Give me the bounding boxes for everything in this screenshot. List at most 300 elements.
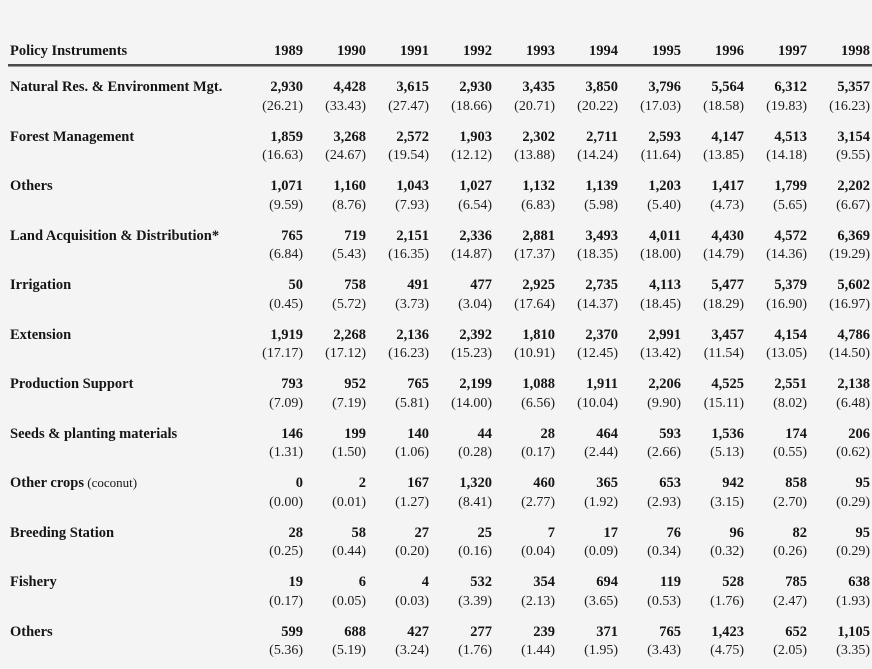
table-row (8, 411, 872, 442)
column-header-year-1990: 1990 (337, 43, 366, 59)
row-label (8, 163, 242, 194)
row-label-spacer (8, 144, 242, 163)
row-label-spacer (8, 540, 242, 559)
cell-value-1989: 19 (288, 574, 303, 590)
cell-value-1991: 491 (407, 277, 429, 293)
cell-value-1994: 1,139 (585, 178, 618, 194)
cell-percent-1989: (9.59) (269, 197, 303, 213)
cell-percent-1992: (1.76) (458, 643, 492, 658)
cell-percent-1996: (4.75) (710, 643, 744, 658)
cell-percent-1996: (13.85) (703, 148, 744, 163)
cell-percent-1995: (9.90) (647, 395, 681, 411)
cell-percent-1998: (9.55) (836, 148, 870, 163)
row-label-spacer (8, 392, 242, 411)
cell-value-1998: 2,138 (837, 376, 870, 392)
cell-percent-1994: (3.65) (584, 593, 618, 609)
cell-percent-1993: (6.56) (521, 395, 555, 411)
cell-value-1996: 5,477 (711, 277, 744, 293)
cell-value-1995: 4,011 (649, 227, 681, 244)
row-label-text: Others (10, 623, 53, 640)
table-row (8, 70, 872, 95)
cell-value-1993: 2,925 (522, 277, 555, 293)
cell-value-1996: 1,423 (711, 623, 744, 640)
cell-percent-1992: (0.16) (458, 544, 492, 559)
cell-value-1994: 2,711 (586, 128, 618, 145)
cell-percent-1990: (0.44) (332, 544, 366, 559)
cell-value-1989: 599 (281, 623, 303, 640)
cell-value-1994: 365 (596, 475, 618, 491)
table-row (8, 559, 872, 590)
cell-percent-1991: (5.81) (395, 395, 429, 411)
cell-percent-1991: (0.20) (395, 544, 429, 559)
cell-value-1991: 1,043 (396, 178, 429, 194)
cell-percent-1989: (5.36) (269, 643, 303, 658)
cell-percent-1996: (4.73) (710, 197, 744, 213)
cell-percent-1998: (0.29) (836, 494, 870, 510)
cell-percent-1997: (2.47) (773, 593, 807, 609)
column-header-year-1996: 1996 (715, 43, 744, 59)
cell-percent-1993: (0.04) (521, 544, 555, 559)
cell-value-1989: 28 (288, 524, 303, 541)
table-row-percent (8, 491, 872, 510)
cell-percent-1998: (3.35) (836, 643, 870, 658)
cell-value-1995: 2,206 (648, 376, 681, 392)
column-header-year-1995: 1995 (652, 43, 681, 59)
cell-percent-1993: (2.77) (521, 494, 555, 510)
cell-percent-1995: (2.66) (647, 445, 681, 460)
cell-value-1989: 50 (288, 277, 303, 293)
table-row-percent (8, 441, 872, 460)
cell-value-1995: 119 (660, 574, 681, 590)
cell-value-1992: 25 (477, 524, 492, 541)
cell-value-1990: 952 (344, 376, 366, 392)
cell-percent-1995: (3.43) (647, 643, 681, 658)
header-rule-row (8, 60, 872, 70)
cell-value-1992: 2,199 (459, 376, 492, 392)
cell-value-1997: 4,513 (774, 128, 807, 145)
cell-percent-1992: (6.54) (458, 197, 492, 213)
cell-value-1993: 1,810 (522, 326, 555, 343)
cell-value-1994: 464 (596, 425, 618, 442)
cell-value-1997: 4,572 (774, 227, 807, 244)
cell-percent-1990: (17.12) (325, 346, 366, 361)
cell-value-1991: 167 (407, 475, 429, 491)
row-label (8, 510, 242, 541)
row-label-spacer (8, 342, 242, 361)
cell-percent-1994: (2.44) (584, 445, 618, 460)
cell-percent-1995: (2.93) (647, 494, 681, 510)
cell-value-1997: 785 (785, 574, 807, 590)
cell-value-1990: 1,160 (333, 178, 366, 194)
cell-percent-1991: (7.93) (395, 197, 429, 213)
cell-value-1998: 206 (848, 425, 870, 442)
cell-value-1996: 4,430 (711, 227, 744, 244)
cell-value-1990: 688 (344, 623, 366, 640)
cell-percent-1991: (0.03) (395, 593, 429, 609)
cell-percent-1994: (18.35) (577, 247, 618, 262)
row-label-text: Natural Res. & Environment Mgt. (10, 79, 223, 95)
cell-percent-1990: (5.43) (332, 247, 366, 262)
cell-percent-1997: (0.26) (773, 544, 807, 559)
cell-value-1997: 4,154 (774, 326, 807, 343)
column-header-year-1993: 1993 (526, 43, 555, 59)
cell-value-1996: 5,564 (711, 79, 744, 95)
column-header-year-1991: 1991 (400, 43, 429, 59)
column-header-policy-instruments: Policy Instruments (10, 43, 128, 59)
cell-percent-1991: (1.06) (395, 445, 429, 460)
cell-percent-1992: (8.41) (458, 494, 492, 510)
row-label (8, 70, 242, 95)
cell-value-1992: 2,336 (459, 227, 492, 244)
cell-percent-1997: (2.70) (773, 494, 807, 510)
row-label-text: Seeds & planting materials (10, 425, 178, 442)
cell-percent-1996: (5.13) (710, 445, 744, 460)
cell-percent-1991: (27.47) (388, 98, 429, 114)
cell-percent-1992: (12.12) (451, 148, 492, 163)
cell-value-1990: 719 (344, 227, 366, 244)
cell-value-1990: 6 (358, 574, 366, 590)
row-label-spacer (8, 95, 242, 114)
table-body (8, 70, 872, 658)
cell-value-1992: 1,320 (459, 475, 492, 491)
table-row-percent (8, 144, 872, 163)
cell-value-1992: 2,930 (459, 79, 492, 95)
cell-value-1991: 27 (414, 524, 429, 541)
row-label (8, 411, 242, 442)
cell-percent-1994: (14.24) (577, 148, 618, 163)
cell-percent-1994: (14.37) (577, 296, 618, 312)
cell-value-1996: 1,417 (711, 178, 744, 194)
table-row (8, 312, 872, 343)
cell-value-1995: 3,796 (648, 79, 681, 95)
cell-percent-1992: (3.39) (458, 593, 492, 609)
cell-percent-1996: (15.11) (703, 395, 744, 411)
cell-percent-1990: (1.50) (332, 445, 366, 460)
row-label-text: Fishery (10, 574, 57, 590)
cell-percent-1998: (0.29) (836, 544, 870, 559)
cell-percent-1993: (2.13) (521, 593, 555, 609)
row-label-spacer (8, 441, 242, 460)
cell-value-1991: 765 (407, 376, 429, 392)
row-label (8, 213, 242, 244)
cell-value-1997: 5,379 (774, 277, 807, 293)
cell-percent-1998: (19.29) (829, 247, 870, 262)
cell-value-1998: 638 (848, 574, 870, 590)
cell-value-1992: 44 (477, 425, 492, 442)
cell-value-1990: 2,268 (333, 326, 366, 343)
cell-percent-1991: (1.27) (395, 494, 429, 510)
cell-value-1992: 1,903 (459, 128, 492, 145)
cell-percent-1991: (3.24) (395, 643, 429, 658)
cell-percent-1989: (26.21) (262, 98, 303, 114)
cell-percent-1991: (19.54) (388, 148, 429, 163)
cell-value-1995: 76 (666, 524, 681, 541)
row-label-text: Other crops (10, 475, 84, 491)
cell-percent-1995: (0.34) (647, 544, 681, 559)
row-label-qualifier: (coconut) (83, 475, 138, 490)
cell-percent-1992: (14.00) (451, 395, 492, 411)
cell-percent-1993: (0.17) (521, 445, 555, 460)
column-header-year-1994: 1994 (589, 43, 618, 59)
row-label (8, 312, 242, 343)
column-header-year-1992: 1992 (463, 43, 492, 59)
cell-percent-1993: (17.64) (514, 296, 555, 312)
row-label-text: Breeding Station (10, 524, 115, 541)
cell-value-1996: 3,457 (711, 326, 744, 343)
cell-percent-1997: (0.55) (773, 445, 807, 460)
cell-value-1991: 140 (407, 425, 429, 442)
cell-value-1996: 96 (729, 524, 744, 541)
cell-value-1996: 942 (722, 475, 744, 491)
cell-percent-1994: (20.22) (577, 98, 618, 114)
column-header-year-1997: 1997 (778, 43, 807, 59)
cell-percent-1998: (1.93) (836, 593, 870, 609)
cell-percent-1994: (1.92) (584, 494, 618, 510)
cell-percent-1989: (7.09) (269, 395, 303, 411)
cell-percent-1996: (18.29) (703, 296, 744, 312)
cell-value-1998: 1,105 (837, 623, 870, 640)
cell-value-1998: 95 (855, 524, 870, 541)
row-label (8, 559, 242, 590)
cell-value-1998: 4,786 (837, 326, 870, 343)
cell-percent-1996: (18.58) (703, 98, 744, 114)
cell-percent-1992: (15.23) (451, 346, 492, 361)
cell-value-1989: 1,919 (270, 326, 303, 343)
cell-percent-1997: (5.65) (773, 197, 807, 213)
cell-percent-1989: (16.63) (262, 148, 303, 163)
cell-percent-1996: (0.32) (710, 544, 744, 559)
cell-value-1990: 199 (344, 425, 366, 442)
cell-percent-1997: (14.18) (766, 148, 807, 163)
cell-value-1992: 532 (470, 574, 492, 590)
cell-percent-1994: (12.45) (577, 346, 618, 361)
cell-percent-1996: (3.15) (710, 494, 744, 510)
table-row (8, 262, 872, 293)
cell-value-1992: 477 (470, 277, 492, 293)
cell-value-1995: 2,593 (648, 128, 681, 145)
cell-percent-1989: (17.17) (262, 346, 303, 361)
cell-value-1997: 2,551 (774, 376, 807, 392)
table-row (8, 213, 872, 244)
table-row-percent (8, 540, 872, 559)
cell-percent-1990: (33.43) (325, 98, 366, 114)
cell-percent-1995: (13.42) (640, 346, 681, 361)
row-label-spacer (8, 243, 242, 262)
cell-value-1991: 2,136 (396, 326, 429, 343)
cell-percent-1990: (5.19) (332, 643, 366, 658)
cell-percent-1989: (0.00) (269, 494, 303, 510)
row-label-text: Others (10, 178, 53, 194)
table-row-percent (8, 342, 872, 361)
table-row (8, 361, 872, 392)
cell-value-1994: 2,735 (585, 277, 618, 293)
cell-value-1995: 1,203 (648, 178, 681, 194)
cell-percent-1995: (18.45) (640, 296, 681, 312)
cell-value-1990: 758 (344, 277, 366, 293)
row-label-spacer (8, 590, 242, 609)
cell-value-1995: 653 (659, 475, 681, 491)
cell-value-1990: 58 (351, 524, 366, 541)
cell-value-1990: 4,428 (333, 79, 366, 95)
cell-value-1997: 174 (785, 425, 807, 442)
cell-value-1998: 5,602 (837, 277, 870, 293)
cell-percent-1995: (17.03) (640, 98, 681, 114)
cell-percent-1996: (11.54) (703, 346, 744, 361)
cell-value-1997: 1,799 (774, 178, 807, 194)
cell-percent-1993: (10.91) (514, 346, 555, 361)
cell-value-1998: 3,154 (837, 128, 870, 145)
table-row (8, 114, 872, 145)
cell-percent-1996: (14.79) (703, 247, 744, 262)
cell-percent-1995: (18.00) (640, 247, 681, 262)
cell-value-1993: 28 (540, 425, 555, 442)
cell-percent-1991: (16.35) (388, 247, 429, 262)
column-header-year-1989: 1989 (274, 43, 303, 59)
row-label-spacer (8, 194, 242, 213)
cell-value-1996: 4,525 (711, 376, 744, 392)
cell-percent-1994: (0.09) (584, 544, 618, 559)
cell-value-1998: 6,369 (837, 227, 870, 244)
row-label-text: Extension (10, 326, 72, 343)
row-label (8, 361, 242, 392)
cell-percent-1990: (5.72) (332, 296, 366, 312)
cell-percent-1992: (3.04) (458, 296, 492, 312)
cell-percent-1992: (14.87) (451, 247, 492, 262)
cell-percent-1993: (1.44) (521, 643, 555, 658)
cell-value-1994: 2,370 (585, 326, 618, 343)
cell-percent-1991: (3.73) (395, 296, 429, 312)
cell-value-1991: 3,615 (396, 79, 429, 95)
cell-percent-1995: (5.40) (647, 197, 681, 213)
cell-value-1990: 2 (358, 475, 366, 491)
cell-value-1993: 239 (533, 623, 555, 640)
cell-percent-1998: (6.67) (836, 197, 870, 213)
cell-percent-1994: (1.95) (584, 643, 618, 658)
cell-value-1996: 1,536 (711, 425, 744, 442)
cell-value-1989: 1,859 (270, 128, 303, 145)
cell-value-1997: 858 (785, 475, 807, 491)
cell-value-1992: 2,392 (459, 326, 492, 343)
table-row (8, 163, 872, 194)
cell-value-1994: 371 (596, 623, 618, 640)
table-row-percent (8, 392, 872, 411)
cell-percent-1998: (16.97) (829, 296, 870, 312)
cell-percent-1997: (16.90) (766, 296, 807, 312)
cell-value-1989: 793 (281, 376, 303, 392)
cell-value-1991: 4 (421, 574, 429, 590)
cell-value-1995: 765 (659, 623, 681, 640)
table-row-percent (8, 95, 872, 114)
row-label (8, 262, 242, 293)
cell-percent-1997: (13.05) (766, 346, 807, 361)
table-row-percent (8, 590, 872, 609)
cell-percent-1998: (14.50) (829, 346, 870, 361)
row-label-text: Forest Management (10, 128, 135, 145)
cell-percent-1991: (16.23) (388, 346, 429, 361)
cell-value-1991: 427 (407, 623, 429, 640)
cell-percent-1989: (0.17) (269, 593, 303, 609)
cell-value-1994: 3,850 (585, 79, 618, 95)
row-label (8, 460, 242, 491)
row-label-text: Production Support (10, 376, 134, 392)
cell-value-1993: 460 (533, 475, 555, 491)
cell-percent-1998: (16.23) (829, 98, 870, 114)
cell-value-1995: 593 (659, 425, 681, 442)
table-row (8, 609, 872, 640)
cell-value-1993: 2,881 (522, 227, 555, 244)
cell-percent-1998: (0.62) (836, 445, 870, 460)
cell-percent-1993: (6.83) (521, 197, 555, 213)
cell-value-1989: 0 (295, 475, 303, 491)
cell-value-1990: 3,268 (333, 128, 366, 145)
cell-percent-1992: (0.28) (458, 445, 492, 460)
policy-instruments-table (8, 0, 872, 658)
header-rule-cell (8, 60, 872, 70)
cell-percent-1995: (0.53) (647, 593, 681, 609)
column-header-year-1998: 1998 (841, 43, 870, 59)
cell-percent-1995: (11.64) (640, 148, 681, 163)
cell-value-1996: 528 (722, 574, 744, 590)
cell-percent-1998: (6.48) (836, 395, 870, 411)
table-row-percent (8, 243, 872, 262)
header-rule-line (8, 64, 872, 67)
cell-value-1994: 17 (603, 524, 618, 541)
cell-value-1989: 2,930 (270, 79, 303, 95)
cell-value-1997: 6,312 (774, 79, 807, 95)
cell-percent-1993: (20.71) (514, 98, 555, 114)
cell-value-1993: 1,132 (522, 178, 555, 194)
cell-value-1991: 2,572 (396, 128, 429, 145)
cell-percent-1996: (1.76) (710, 593, 744, 609)
cell-value-1997: 652 (785, 623, 807, 640)
table-row-percent (8, 639, 872, 658)
table-header (8, 0, 872, 70)
row-label-text: Irrigation (10, 277, 72, 293)
cell-percent-1997: (19.83) (766, 98, 807, 114)
cell-percent-1990: (0.01) (332, 494, 366, 510)
cell-value-1993: 354 (533, 574, 555, 590)
cell-value-1993: 7 (547, 524, 555, 541)
cell-value-1996: 4,147 (711, 128, 744, 145)
cell-percent-1994: (10.04) (577, 395, 618, 411)
cell-percent-1997: (14.36) (766, 247, 807, 262)
cell-value-1993: 1,088 (522, 376, 555, 392)
cell-value-1997: 82 (792, 524, 807, 541)
cell-value-1989: 765 (281, 227, 303, 244)
cell-value-1993: 2,302 (522, 128, 555, 145)
cell-value-1991: 2,151 (396, 227, 429, 244)
cell-value-1994: 3,493 (585, 227, 618, 244)
cell-percent-1989: (6.84) (269, 247, 303, 262)
cell-value-1994: 694 (596, 574, 618, 590)
table-row-percent (8, 194, 872, 213)
row-label (8, 609, 242, 640)
cell-value-1992: 1,027 (459, 178, 492, 194)
table-header-row (8, 0, 872, 60)
cell-value-1998: 5,357 (837, 79, 870, 95)
cell-percent-1993: (13.88) (514, 148, 555, 163)
cell-value-1998: 95 (855, 475, 870, 491)
row-label-text: Land Acquisition & Distribution* (10, 227, 220, 244)
cell-percent-1997: (2.05) (773, 643, 807, 658)
cell-value-1995: 4,113 (649, 277, 681, 293)
row-label-spacer (8, 293, 242, 312)
cell-percent-1990: (24.67) (325, 148, 366, 163)
cell-percent-1994: (5.98) (584, 197, 618, 213)
cell-percent-1990: (0.05) (332, 593, 366, 609)
cell-percent-1990: (8.76) (332, 197, 366, 213)
cell-value-1995: 2,991 (648, 326, 681, 343)
